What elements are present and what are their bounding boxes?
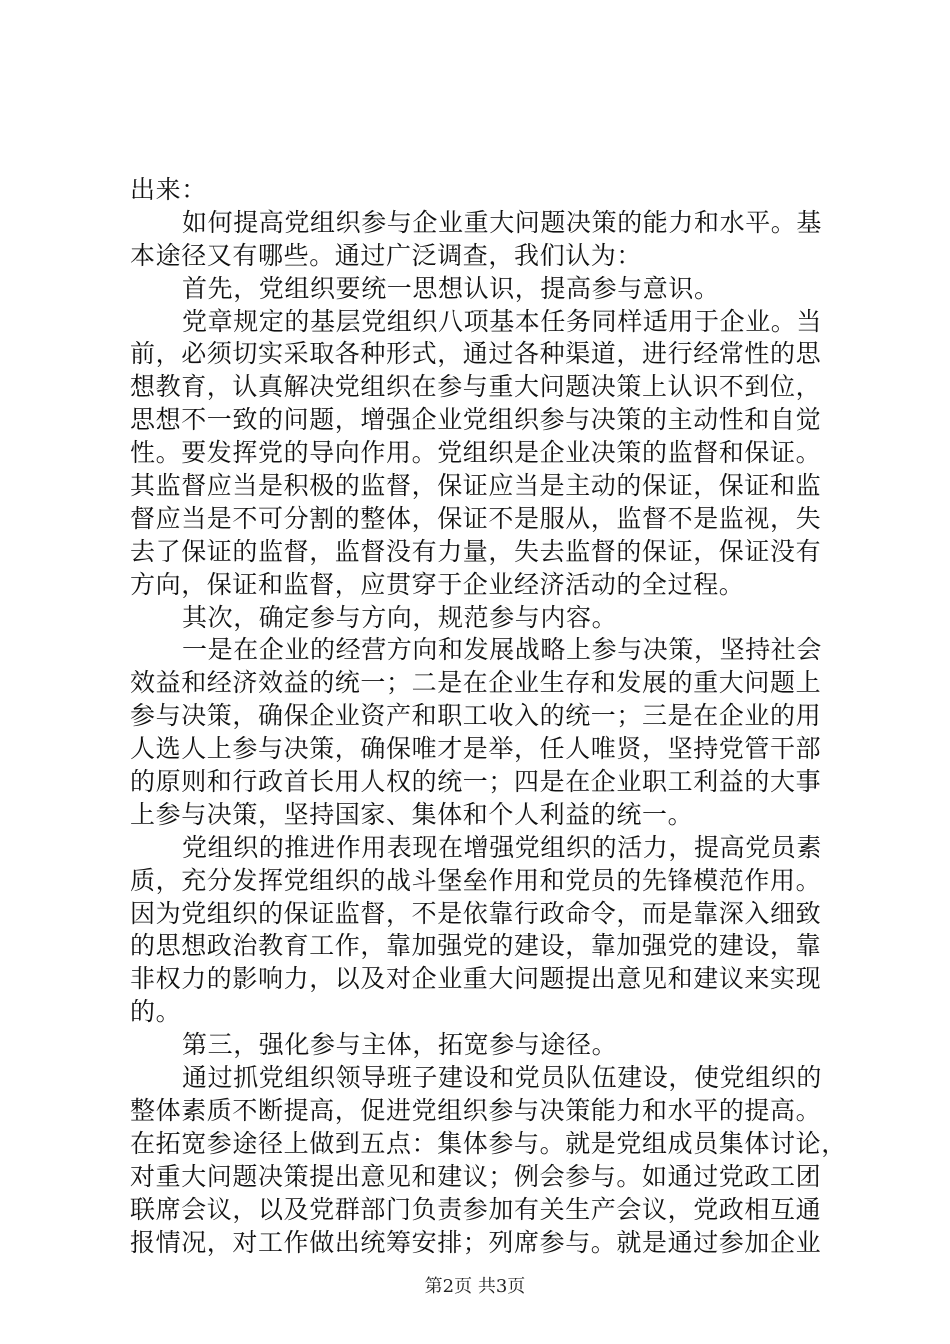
text-line: 上参与决策，坚持国家、集体和个人利益的统一。: [130, 799, 694, 829]
text-line: 党章规定的基层党组织八项基本任务同样适用于企业。当: [182, 306, 823, 336]
text-line: 质，充分发挥党组织的战斗堡垒作用和党员的先锋模范作用。: [130, 865, 822, 895]
text-line: 的原则和行政首长用人权的统一；四是在企业职工利益的大事: [130, 767, 822, 797]
page-footer: 第2页 共3页: [424, 1276, 526, 1297]
text-line: 人选人上参与决策，确保唯才是举，任人唯贤，坚持党管干部: [130, 734, 822, 764]
text-line: 通过抓党组织领导班子建设和党员队伍建设，使党组织的: [182, 1063, 823, 1093]
text-line: 其监督应当是积极的监督，保证应当是主动的保证，保证和监: [130, 471, 822, 501]
text-line: 非权力的影响力，以及对企业重大问题提出意见和建议来实现: [130, 964, 822, 994]
text-line: 因为党组织的保证监督，不是依靠行政命令，而是靠深入细致: [130, 898, 822, 928]
body-text: [130, 174, 847, 1259]
text-line: 效益和经济效益的统一；二是在企业生存和发展的重大问题上: [130, 668, 822, 698]
text-line: 方向，保证和监督，应贯穿于企业经济活动的全过程。: [130, 569, 745, 599]
text-line: 在拓宽参途径上做到五点：集体参与。就是党组成员集体讨论，: [130, 1128, 847, 1158]
text-line: 整体素质不断提高，促进党组织参与决策能力和水平的提高。: [130, 1095, 822, 1125]
text-line: 督应当是不可分割的整体，保证不是服从，监督不是监视，失: [130, 503, 822, 533]
text-line: 首先，党组织要统一思想认识，提高参与意识。: [182, 273, 720, 303]
text-line: 一是在企业的经营方向和发展战略上参与决策，坚持社会: [182, 635, 823, 665]
text-line: 本途径又有哪些。通过广泛调查，我们认为：: [130, 240, 643, 270]
text-line: 思想不一致的问题，增强企业党组织参与决策的主动性和自觉: [130, 405, 822, 435]
text-line: 出来：: [130, 175, 207, 204]
text-line: 去了保证的监督，监督没有力量，失去监督的保证，保证没有: [130, 536, 822, 566]
text-line: 想教育，认真解决党组织在参与重大问题决策上认识不到位，: [130, 372, 822, 402]
text-line: 的思想政治教育工作，靠加强党的建设，靠加强党的建设，靠: [130, 931, 822, 961]
text-line: 参与决策，确保企业资产和职工收入的统一；三是在企业的用: [130, 701, 822, 731]
text-line: 的。: [130, 997, 182, 1027]
text-line: 党组织的推进作用表现在增强党组织的活力，提高党员素: [182, 832, 823, 862]
text-line: 性。要发挥党的导向作用。党组织是企业决策的监督和保证。: [130, 438, 822, 468]
text-line: 对重大问题决策提出意见和建议；例会参与。如通过党政工团: [130, 1161, 822, 1191]
text-line: 如何提高党组织参与企业重大问题决策的能力和水平。基: [182, 207, 823, 237]
text-line: 联席会议，以及党群部门负责参加有关生产会议，党政相互通: [130, 1194, 822, 1224]
text-line: 前，必须切实采取各种形式，通过各种渠道，进行经常性的思: [130, 339, 822, 369]
text-line: 其次，确定参与方向，规范参与内容。: [182, 602, 618, 632]
text-line: 报情况，对工作做出统筹安排；列席参与。就是通过参加企业: [130, 1227, 822, 1257]
text-line: 第三，强化参与主体，拓宽参与途径。: [182, 1030, 618, 1060]
